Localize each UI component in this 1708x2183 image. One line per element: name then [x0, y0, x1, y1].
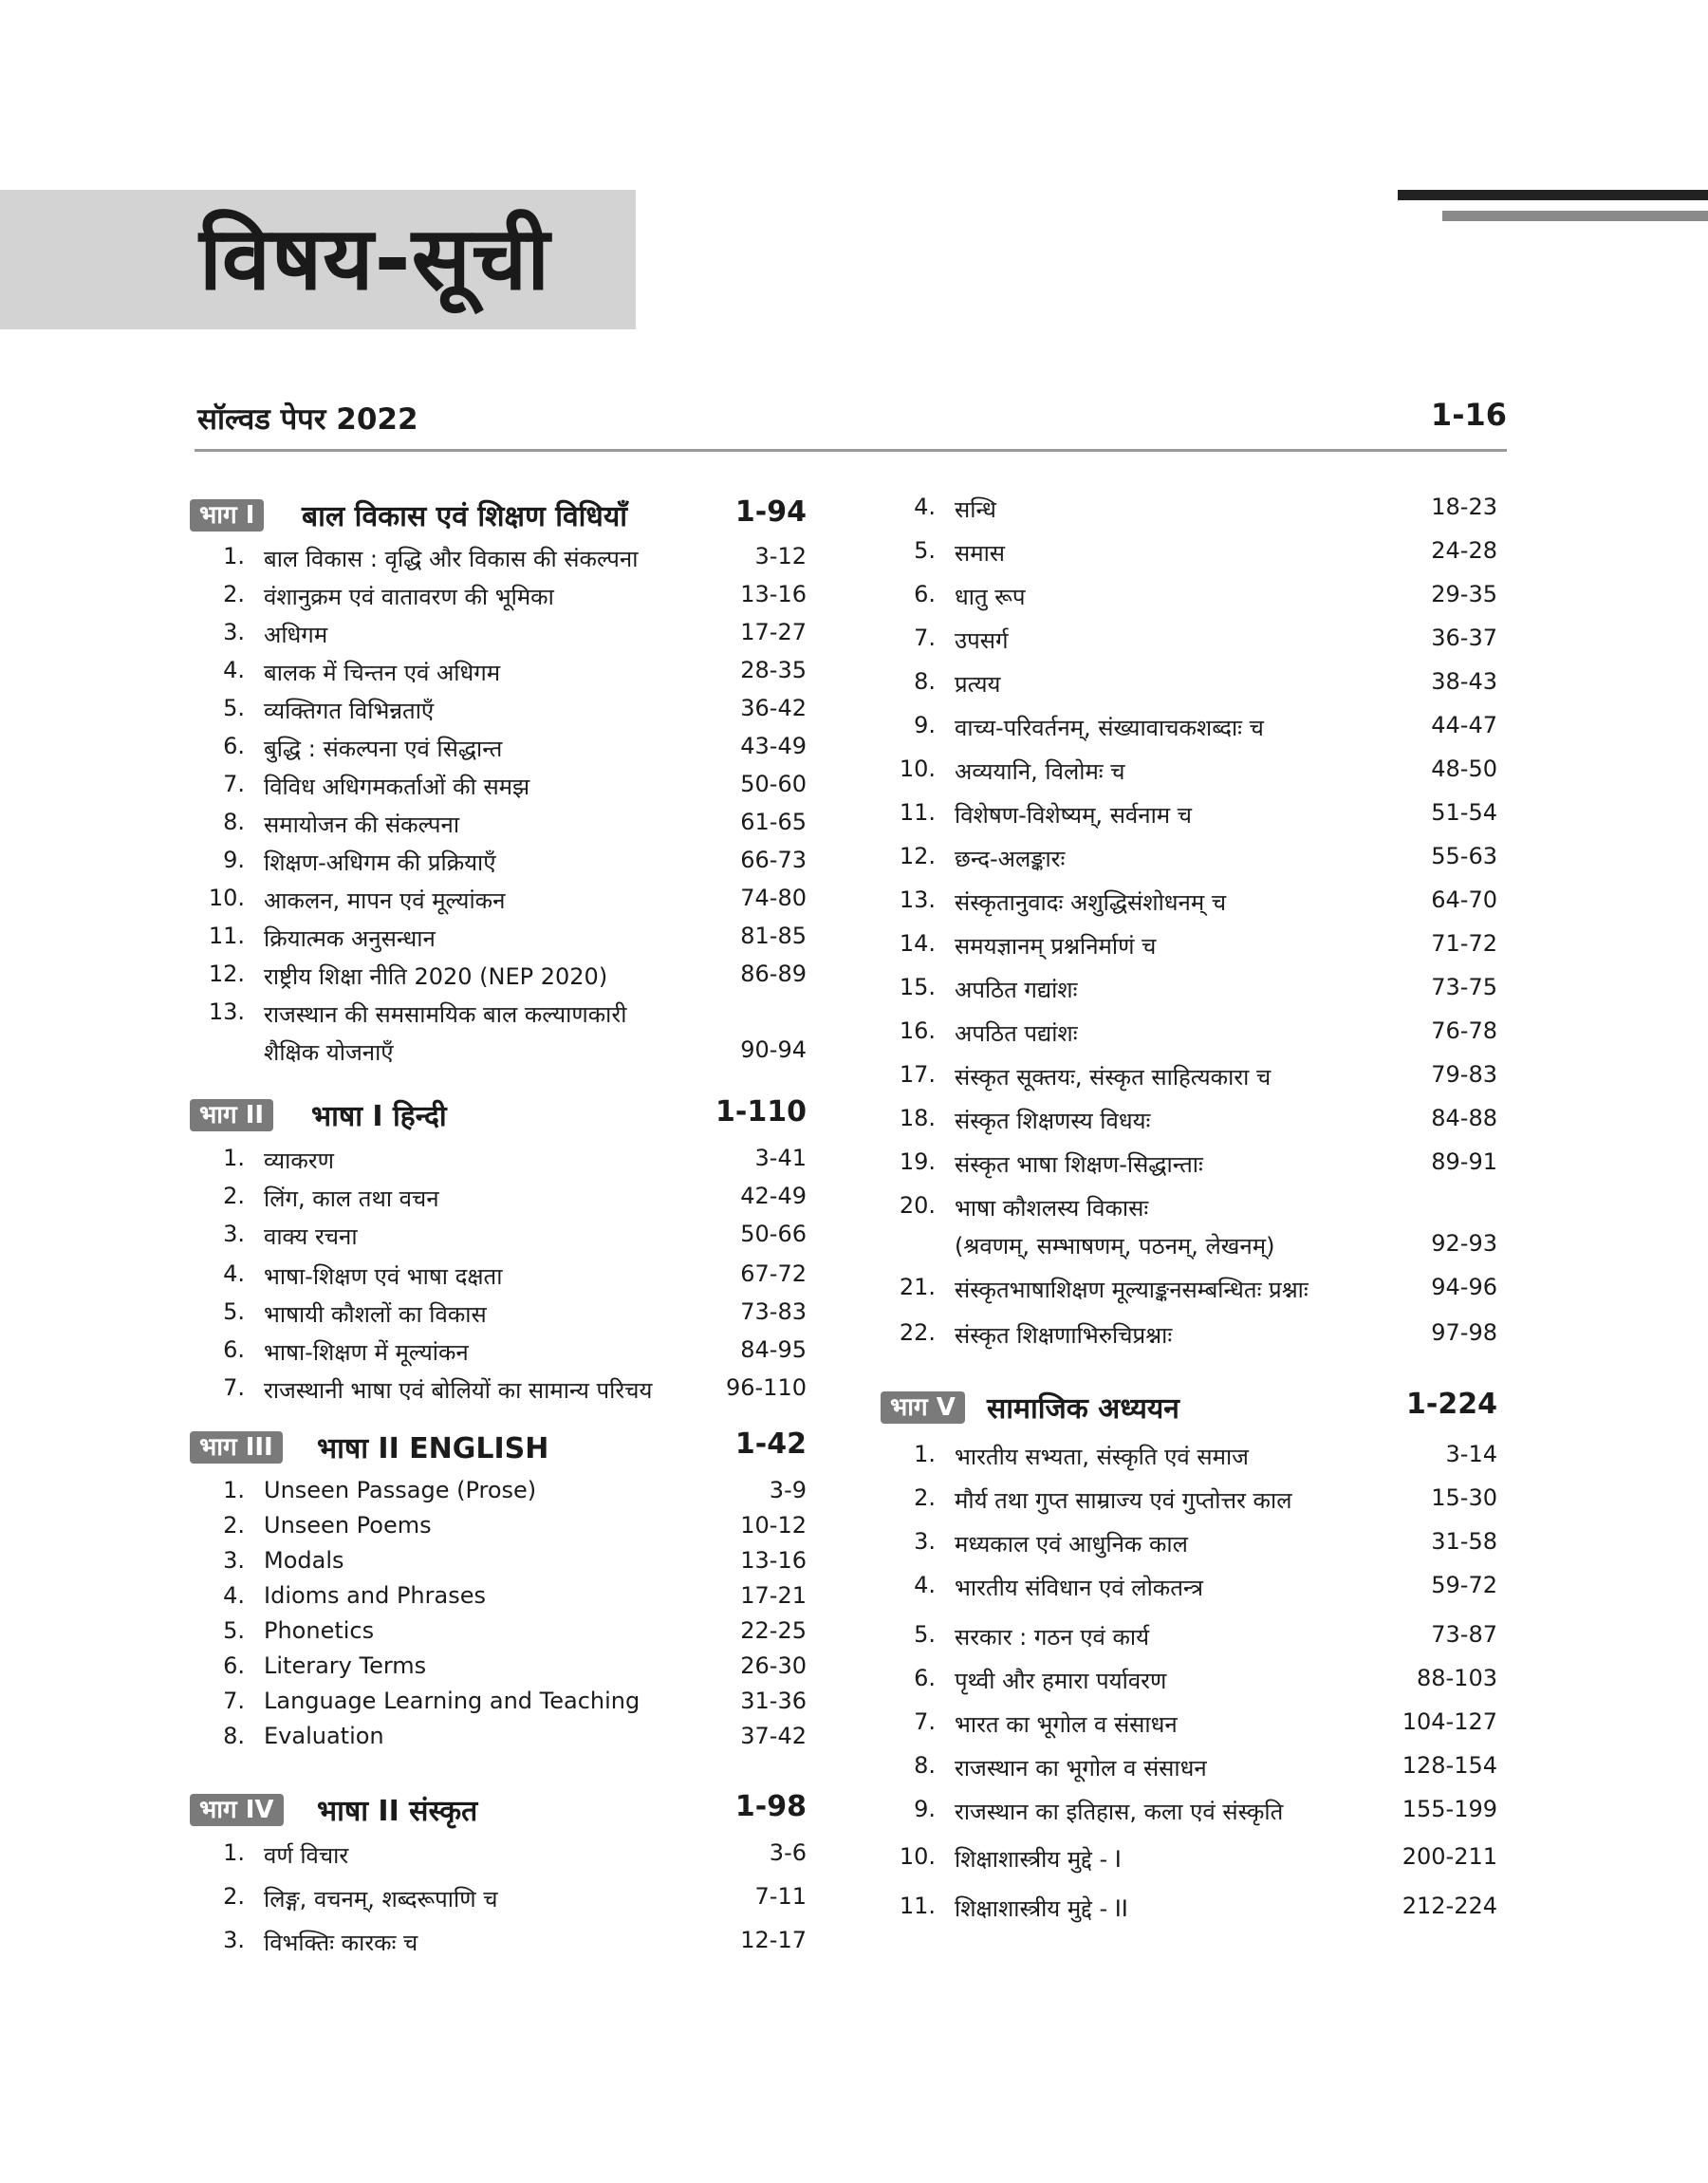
- toc-item[interactable]: [190, 1547, 807, 1585]
- toc-item[interactable]: [190, 1582, 807, 1620]
- toc-item[interactable]: [190, 1927, 807, 1965]
- item-number: 2.: [223, 1512, 245, 1539]
- item-pages: 50-60: [740, 771, 807, 797]
- toc-item[interactable]: [190, 1298, 807, 1336]
- item-title: भाषा-शिक्षण एवं भाषा दक्षता: [264, 1263, 503, 1290]
- item-pages: 66-73: [740, 847, 807, 873]
- item-number: 19.: [899, 1148, 936, 1175]
- item-pages: 212-224: [1402, 1893, 1497, 1919]
- toc-item[interactable]: [190, 619, 807, 657]
- item-number: 10.: [899, 1843, 936, 1870]
- toc-item[interactable]: [881, 843, 1497, 881]
- toc-item[interactable]: [881, 1752, 1497, 1790]
- toc-item[interactable]: [881, 494, 1497, 532]
- toc-item[interactable]: [190, 733, 807, 771]
- section-title: बाल विकास एवं शिक्षण विधियाँ: [302, 500, 628, 533]
- toc-item[interactable]: [190, 657, 807, 695]
- section-title: भाषा II संस्कृत: [317, 1795, 478, 1828]
- item-title: विभक्तिः कारकः च: [264, 1930, 418, 1956]
- item-number: 13.: [208, 998, 245, 1025]
- item-title: अधिगम: [264, 622, 328, 648]
- item-pages: 84-95: [740, 1336, 807, 1363]
- item-title: बुद्धि : संकल्पना एवं सिद्धान्त: [264, 736, 503, 762]
- item-pages: 12-17: [740, 1927, 807, 1953]
- item-number: 2.: [914, 1484, 936, 1511]
- item-pages: 73-87: [1431, 1621, 1497, 1648]
- toc-item[interactable]: [881, 1192, 1497, 1268]
- item-number: 3.: [223, 1927, 245, 1953]
- item-number: 5.: [914, 1621, 936, 1648]
- toc-item[interactable]: [190, 1723, 807, 1761]
- item-title: Unseen Passage (Prose): [264, 1477, 537, 1503]
- item-pages: 13-16: [740, 1547, 807, 1574]
- item-pages: 104-127: [1402, 1708, 1497, 1735]
- item-title: समयज्ञानम् प्रश्ननिर्माणं च: [955, 933, 1157, 960]
- toc-item[interactable]: [190, 961, 807, 998]
- toc-item[interactable]: [190, 1839, 807, 1877]
- item-title: अपठित गद्यांशः: [955, 977, 1078, 1003]
- toc-item[interactable]: [881, 1319, 1497, 1357]
- toc-item[interactable]: [881, 1105, 1497, 1143]
- item-pages: 24-28: [1431, 537, 1497, 564]
- item-pages: 92-93: [1431, 1230, 1497, 1257]
- toc-item[interactable]: [881, 1441, 1497, 1479]
- item-number: 1.: [223, 543, 245, 569]
- item-pages: 17-27: [740, 619, 807, 645]
- item-pages: 44-47: [1431, 712, 1497, 738]
- item-pages: 28-35: [740, 657, 807, 683]
- item-pages: 51-54: [1431, 799, 1497, 826]
- item-number: 6.: [223, 733, 245, 759]
- item-title: Evaluation: [264, 1723, 384, 1749]
- section-title: भाषा II ENGLISH: [317, 1432, 549, 1465]
- item-number: 3.: [223, 1221, 245, 1247]
- toc-item[interactable]: [881, 1274, 1497, 1312]
- item-title: व्याकरण: [264, 1147, 334, 1174]
- item-title: Literary Terms: [264, 1652, 427, 1679]
- toc-item[interactable]: [190, 581, 807, 619]
- item-number: 15.: [899, 974, 936, 1000]
- item-pages: 31-58: [1431, 1528, 1497, 1555]
- toc-item[interactable]: [190, 1652, 807, 1690]
- item-pages: 13-16: [740, 581, 807, 607]
- item-number: 16.: [899, 1017, 936, 1044]
- item-number: 6.: [914, 581, 936, 607]
- item-title: लिंग, काल तथा वचन: [264, 1185, 439, 1212]
- item-pages: 94-96: [1431, 1274, 1497, 1300]
- item-title: संस्कृतभाषाशिक्षण मूल्याङ्कनसम्बन्धितः प्रश्नाः: [955, 1277, 1309, 1303]
- section-pages: 1-94: [734, 495, 807, 529]
- item-title: वंशानुक्रम एवं वातावरण की भूमिका: [264, 584, 554, 610]
- toc-item[interactable]: [190, 1512, 807, 1550]
- item-number: 7.: [223, 771, 245, 797]
- item-title: भाषा-शिक्षण में मूल्यांकन: [264, 1339, 469, 1366]
- item-number: 4.: [914, 494, 936, 520]
- item-title: बाल विकास : वृद्धि और विकास की संकल्पना: [264, 546, 639, 572]
- item-title: आकलन, मापन एवं मूल्यांकन: [264, 887, 506, 914]
- toc-item[interactable]: [190, 1260, 807, 1298]
- item-title: राष्ट्रीय शिक्षा नीति 2020 (NEP 2020): [264, 963, 608, 990]
- item-number: 5.: [223, 1298, 245, 1325]
- item-pages: 59-72: [1431, 1572, 1497, 1598]
- item-pages: 17-21: [740, 1582, 807, 1609]
- section-pages: 1-224: [1406, 1388, 1497, 1421]
- item-number: 10.: [208, 885, 245, 911]
- item-number: 14.: [899, 930, 936, 957]
- item-pages: 36-37: [1431, 625, 1497, 651]
- item-number: 8.: [223, 809, 245, 835]
- toc-item[interactable]: [881, 799, 1497, 837]
- item-number: 17.: [899, 1061, 936, 1088]
- toc-item[interactable]: [881, 1061, 1497, 1099]
- item-number: 1.: [223, 1145, 245, 1171]
- section-header-4[interactable]: [190, 1788, 807, 1834]
- item-pages: 50-66: [740, 1221, 807, 1247]
- toc-item[interactable]: [190, 847, 807, 885]
- toc-item[interactable]: [881, 668, 1497, 706]
- section-badge: भाग V: [881, 1391, 965, 1424]
- item-number: 4.: [223, 1582, 245, 1609]
- section-badge: भाग II: [190, 1099, 273, 1131]
- toc-item[interactable]: [190, 1374, 807, 1412]
- item-pages: 7-11: [754, 1883, 807, 1910]
- item-title: पृथ्वी और हमारा पर्यावरण: [955, 1668, 1167, 1694]
- section-header-3[interactable]: [190, 1426, 807, 1471]
- item-pages: 3-6: [769, 1839, 807, 1866]
- item-number: 1.: [914, 1441, 936, 1467]
- item-pages: 3-9: [769, 1477, 807, 1503]
- item-number: 12.: [899, 843, 936, 869]
- item-number: 5.: [223, 695, 245, 721]
- toc-item[interactable]: [881, 756, 1497, 793]
- item-pages: 64-70: [1431, 886, 1497, 913]
- item-number: 4.: [223, 1260, 245, 1287]
- item-title: प्रत्यय: [955, 671, 1001, 698]
- item-pages: 88-103: [1416, 1665, 1497, 1691]
- decorative-bar-grey: [1442, 211, 1708, 221]
- item-title: Modals: [264, 1547, 344, 1574]
- page-title: विषय-सूची: [199, 208, 551, 309]
- section-title: भाषा I हिन्दी: [311, 1100, 447, 1133]
- item-number: 22.: [899, 1319, 936, 1346]
- item-title: Unseen Poems: [264, 1512, 432, 1539]
- toc-item[interactable]: [190, 998, 807, 1074]
- item-number: 7.: [223, 1374, 245, 1401]
- item-title: सन्धि: [955, 496, 996, 523]
- item-pages: 48-50: [1431, 756, 1497, 782]
- item-title: शिक्षण-अधिगम की प्रक्रियाएँ: [264, 849, 496, 876]
- toc-item[interactable]: [881, 886, 1497, 924]
- item-title: क्रियात्मक अनुसन्धान: [264, 925, 436, 952]
- item-pages: 73-75: [1431, 974, 1497, 1000]
- item-pages: 36-42: [740, 695, 807, 721]
- item-title-continued: शैक्षिक योजनाएँ: [264, 1039, 394, 1066]
- item-title: संस्कृत सूक्तयः, संस्कृत साहित्यकारा च: [955, 1064, 1272, 1091]
- title-banner: [0, 190, 636, 329]
- item-pages: 71-72: [1431, 930, 1497, 957]
- item-pages: 43-49: [740, 733, 807, 759]
- item-number: 8.: [914, 1752, 936, 1779]
- toc-item[interactable]: [190, 809, 807, 847]
- item-title: भारतीय सभ्यता, संस्कृति एवं समाज: [955, 1444, 1249, 1470]
- toc-item[interactable]: [881, 1665, 1497, 1703]
- item-number: 18.: [899, 1105, 936, 1131]
- item-pages: 128-154: [1402, 1752, 1497, 1779]
- item-title: वर्ण विचार: [264, 1842, 349, 1869]
- toc-item[interactable]: [881, 930, 1497, 968]
- toc-item[interactable]: [881, 712, 1497, 750]
- item-pages: 3-41: [754, 1145, 807, 1171]
- item-number: 2.: [223, 581, 245, 607]
- item-pages: 38-43: [1431, 668, 1497, 695]
- item-pages: 67-72: [740, 1260, 807, 1287]
- item-pages: 74-80: [740, 885, 807, 911]
- item-pages: 61-65: [740, 809, 807, 835]
- item-pages: 97-98: [1431, 1319, 1497, 1346]
- item-title: मौर्य तथा गुप्त साम्राज्य एवं गुप्तोत्तर काल: [955, 1487, 1292, 1514]
- solved-paper-row[interactable]: [195, 397, 1507, 452]
- section-title: सामाजिक अध्ययन: [987, 1392, 1179, 1426]
- item-title: Phonetics: [264, 1617, 375, 1644]
- item-pages: 10-12: [740, 1512, 807, 1539]
- item-number: 8.: [914, 668, 936, 695]
- item-pages: 31-36: [740, 1688, 807, 1714]
- toc-item[interactable]: [190, 1477, 807, 1515]
- toc-item[interactable]: [190, 1221, 807, 1259]
- item-title-continued: (श्रवणम्, सम्भाषणम्, पठनम्, लेखनम्): [955, 1233, 1275, 1259]
- item-pages: 96-110: [725, 1374, 807, 1401]
- item-title: समायोजन की संकल्पना: [264, 812, 460, 838]
- item-title: भारतीय संविधान एवं लोकतन्त्र: [955, 1575, 1203, 1601]
- item-title: संस्कृत शिक्षणाभिरुचिप्रश्नाः: [955, 1322, 1173, 1349]
- toc-item[interactable]: [190, 1145, 807, 1183]
- solved-paper-label: सॉल्वड पेपर 2022: [197, 402, 418, 437]
- item-pages: 3-12: [754, 543, 807, 569]
- item-pages: 15-30: [1431, 1484, 1497, 1511]
- item-title: भारत का भूगोल व संसाधन: [955, 1711, 1178, 1738]
- item-pages: 81-85: [740, 923, 807, 949]
- item-number: 11.: [899, 799, 936, 826]
- toc-item[interactable]: [190, 1617, 807, 1655]
- item-title: व्यक्तिगत विभिन्नताएँ: [264, 698, 435, 724]
- toc-item[interactable]: [881, 1572, 1497, 1610]
- item-pages: 3-14: [1445, 1441, 1497, 1467]
- toc-item[interactable]: [881, 625, 1497, 662]
- section-header-2[interactable]: [190, 1093, 807, 1139]
- item-number: 9.: [914, 712, 936, 738]
- item-number: 7.: [223, 1688, 245, 1714]
- item-number: 5.: [914, 537, 936, 564]
- item-pages: 89-91: [1431, 1148, 1497, 1175]
- toc-item[interactable]: [881, 1621, 1497, 1659]
- toc-item[interactable]: [881, 1484, 1497, 1522]
- item-title: लिङ्ग, वचनम्, शब्दरूपाणि च: [264, 1886, 498, 1912]
- item-number: 4.: [914, 1572, 936, 1598]
- item-number: 12.: [208, 961, 245, 987]
- item-number: 3.: [914, 1528, 936, 1555]
- item-pages: 22-25: [740, 1617, 807, 1644]
- item-title: राजस्थान का इतिहास, कला एवं संस्कृति: [955, 1799, 1284, 1825]
- item-number: 4.: [223, 657, 245, 683]
- item-number: 6.: [223, 1652, 245, 1679]
- item-pages: 29-35: [1431, 581, 1497, 607]
- item-title: बालक में चिन्तन एवं अधिगम: [264, 660, 501, 686]
- toc-item[interactable]: [881, 1148, 1497, 1186]
- section-badge: भाग I: [190, 499, 264, 532]
- item-number: 1.: [223, 1839, 245, 1866]
- section-pages: 1-110: [715, 1095, 807, 1129]
- item-title: भाषा कौशलस्य विकासः: [955, 1195, 1149, 1222]
- item-title: राजस्थान की समसामयिक बाल कल्याणकारी: [264, 1001, 627, 1028]
- toc-item[interactable]: [190, 923, 807, 961]
- item-pages: 90-94: [740, 1036, 807, 1063]
- item-title: मध्यकाल एवं आधुनिक काल: [955, 1531, 1188, 1558]
- item-title: संस्कृत शिक्षणस्य विधयः: [955, 1108, 1151, 1134]
- item-title: राजस्थान का भूगोल व संसाधन: [955, 1755, 1207, 1782]
- item-title: धातु रूप: [955, 584, 1026, 610]
- item-pages: 37-42: [740, 1723, 807, 1749]
- item-title: शिक्षाशास्त्रीय मुद्दे - I: [955, 1846, 1122, 1873]
- item-number: 21.: [899, 1274, 936, 1300]
- toc-item[interactable]: [190, 885, 807, 923]
- section-pages: 1-42: [734, 1427, 807, 1461]
- item-title: सरकार : गठन एवं कार्य: [955, 1624, 1150, 1651]
- item-number: 6.: [223, 1336, 245, 1363]
- item-pages: 26-30: [740, 1652, 807, 1679]
- toc-item[interactable]: [190, 543, 807, 581]
- item-title: संस्कृत भाषा शिक्षण-सिद्धान्ताः: [955, 1151, 1203, 1178]
- item-number: 9.: [914, 1796, 936, 1822]
- item-number: 1.: [223, 1477, 245, 1503]
- item-pages: 18-23: [1431, 494, 1497, 520]
- item-number: 11.: [899, 1893, 936, 1919]
- section-header-5[interactable]: [881, 1386, 1497, 1431]
- item-title: छन्द-अलङ्कारः: [955, 846, 1066, 872]
- item-title: Language Learning and Teaching: [264, 1688, 640, 1714]
- item-pages: 55-63: [1431, 843, 1497, 869]
- toc-item[interactable]: [881, 1708, 1497, 1746]
- item-number: 11.: [208, 923, 245, 949]
- toc-item[interactable]: [190, 1336, 807, 1374]
- item-title: विविध अधिगमकर्ताओं की समझ: [264, 774, 530, 800]
- item-title: विशेषण-विशेष्यम्, सर्वनाम च: [955, 802, 1193, 829]
- item-title: Idioms and Phrases: [264, 1582, 486, 1609]
- toc-item[interactable]: [190, 771, 807, 809]
- item-pages: 155-199: [1402, 1796, 1497, 1822]
- item-number: 7.: [914, 625, 936, 651]
- section-header-1[interactable]: [190, 494, 807, 539]
- item-title: वाक्य रचना: [264, 1223, 358, 1250]
- item-pages: 79-83: [1431, 1061, 1497, 1088]
- item-number: 2.: [223, 1183, 245, 1209]
- item-pages: 73-83: [740, 1298, 807, 1325]
- item-number: 6.: [914, 1665, 936, 1691]
- toc-item[interactable]: [881, 581, 1497, 619]
- section-badge: भाग III: [190, 1431, 283, 1464]
- item-title: समास: [955, 540, 1006, 567]
- item-pages: 76-78: [1431, 1017, 1497, 1044]
- toc-item[interactable]: [881, 1843, 1497, 1881]
- item-number: 8.: [223, 1723, 245, 1749]
- item-pages: 86-89: [740, 961, 807, 987]
- item-number: 9.: [223, 847, 245, 873]
- decorative-bar-dark: [1398, 190, 1708, 200]
- toc-item[interactable]: [881, 974, 1497, 1012]
- item-number: 3.: [223, 1547, 245, 1574]
- item-number: 10.: [899, 756, 936, 782]
- item-title: उपसर्ग: [955, 627, 1009, 654]
- item-number: 2.: [223, 1883, 245, 1910]
- item-pages: 200-211: [1402, 1843, 1497, 1870]
- item-number: 7.: [914, 1708, 936, 1735]
- item-pages: 84-88: [1431, 1105, 1497, 1131]
- section-pages: 1-98: [734, 1790, 807, 1823]
- toc-item[interactable]: [881, 1796, 1497, 1834]
- toc-item[interactable]: [881, 1528, 1497, 1566]
- item-title: अव्ययानि, विलोमः च: [955, 758, 1125, 785]
- item-number: 3.: [223, 619, 245, 645]
- toc-item[interactable]: [881, 1893, 1497, 1931]
- item-number: 5.: [223, 1617, 245, 1644]
- item-title: अपठित पद्यांशः: [955, 1020, 1078, 1047]
- item-title: संस्कृतानुवादः अशुद्धिसंशोधनम् च: [955, 889, 1227, 916]
- solved-paper-pages: 1-16: [1430, 397, 1507, 433]
- toc-item[interactable]: [190, 695, 807, 733]
- toc-item[interactable]: [190, 1183, 807, 1221]
- item-title: शिक्षाशास्त्रीय मुद्दे - II: [955, 1895, 1128, 1922]
- item-number: 20.: [899, 1192, 936, 1219]
- toc-item[interactable]: [881, 1017, 1497, 1055]
- toc-item[interactable]: [881, 537, 1497, 575]
- item-pages: 42-49: [740, 1183, 807, 1209]
- item-number: 13.: [899, 886, 936, 913]
- item-title: राजस्थानी भाषा एवं बोलियों का सामान्य परिचय: [264, 1377, 653, 1404]
- section-badge: भाग IV: [190, 1794, 284, 1826]
- toc-item[interactable]: [190, 1688, 807, 1726]
- toc-item[interactable]: [190, 1883, 807, 1921]
- item-title: वाच्य-परिवर्तनम्, संख्यावाचकशब्दाः च: [955, 715, 1264, 741]
- item-title: भाषायी कौशलों का विकास: [264, 1301, 487, 1328]
